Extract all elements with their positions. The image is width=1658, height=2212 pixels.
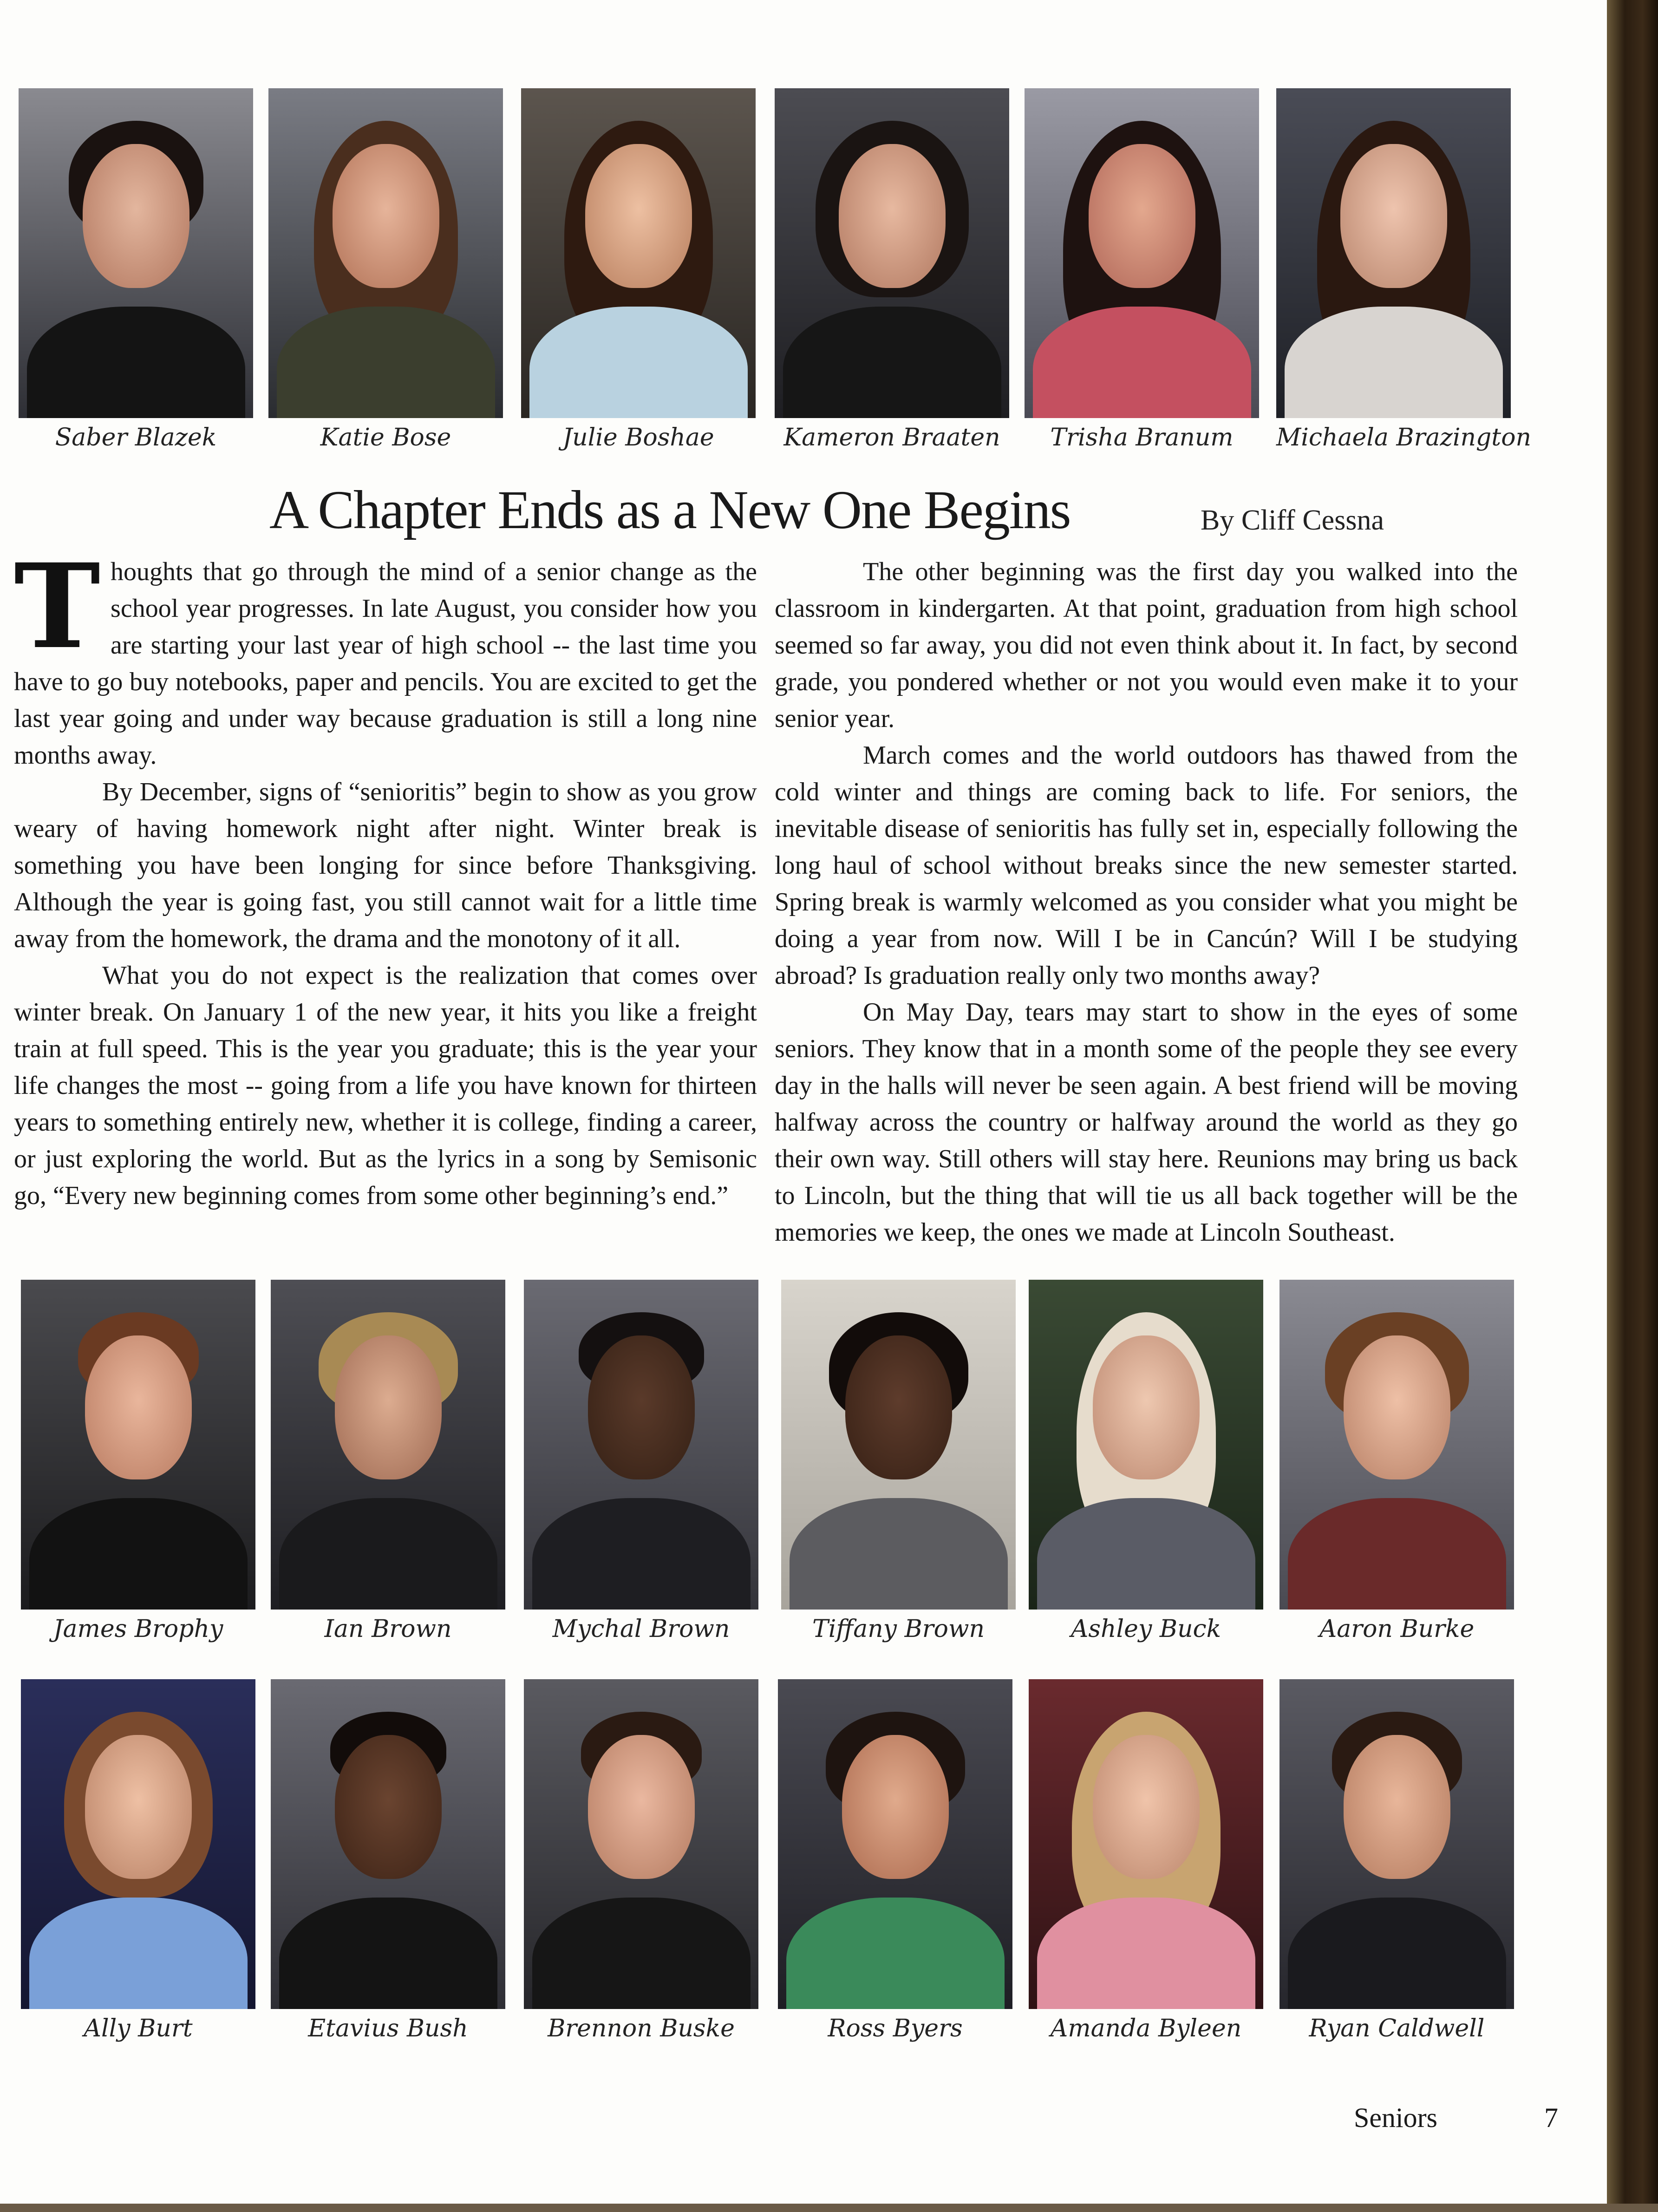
- portrait-name: Amanda Byleen: [1050, 2015, 1242, 2042]
- portrait-row-top: [0, 88, 1607, 460]
- portrait-name: Ally Burt: [84, 2015, 193, 2042]
- portrait-name: Ryan Caldwell: [1309, 2015, 1485, 2042]
- portrait-photo: [524, 1280, 758, 1610]
- footer-section-label: Seniors: [1354, 2102, 1437, 2133]
- portrait-row-middle: [0, 1280, 1607, 1651]
- portrait-photo: [1029, 1679, 1263, 2009]
- page-number: 7: [1544, 2102, 1558, 2133]
- portrait-card: [524, 1679, 758, 2042]
- portrait-card: [271, 1280, 505, 1643]
- portrait-photo: [1279, 1679, 1514, 2009]
- portrait-card: [775, 88, 1009, 452]
- article-paragraph: What you do not expect is the realization that comes over winter break. On January 1 of the new year, it hits you like a freight train at full speed. This is the year you graduate; this is the year your life changes the most -- going from a life you have known for thirteen years to something entirely new, whether it is college, finding a career, or just exploring the world. But as the lyrics in a song by Semisonic go, “Every new beginning comes from some other beginning’s end.”: [14, 961, 757, 1210]
- portrait-name: Ross Byers: [828, 2015, 963, 2042]
- portrait-photo: [21, 1280, 255, 1610]
- portrait-photo: [524, 1679, 758, 2009]
- portrait-photo: [271, 1280, 505, 1610]
- portrait-card: [19, 88, 253, 452]
- portrait-name: Kameron Braaten: [783, 424, 1000, 452]
- article-paragraph: On May Day, tears may start to show in the eyes of some seniors. They know that in a month some of the people they see every day in the halls will never be seen again. A best friend will be moving halfway across the country or halfway around the world as they go their own way. Still others will stay here. Reunions may bring us back to Lincoln, but the thing that will tie us all back together will be the memories we keep, the ones we made at Lincoln Southeast.: [775, 998, 1518, 1247]
- portrait-name: Brennon Buske: [548, 2015, 735, 2042]
- portrait-card: [1029, 1679, 1263, 2042]
- portrait-name: Ashley Buck: [1071, 1615, 1221, 1643]
- portrait-name: Michaela Brazington: [1276, 424, 1531, 452]
- portrait-card: [521, 88, 756, 452]
- portrait-photo: [268, 88, 503, 418]
- article-paragraph: Thoughts that go through the mind of a senior change as the school year progresses. In late August, you consider how you are starting your last year of high school -- the last time you have to go buy notebooks, paper and pencils. You are excited to get the last year going and under way because graduation is still a long nine months away.: [14, 538, 757, 770]
- portrait-card: [21, 1280, 255, 1643]
- portrait-card: [524, 1280, 758, 1643]
- drop-cap: T: [14, 538, 101, 674]
- article-byline: By Cliff Cessna: [1201, 504, 1384, 536]
- portrait-photo: [521, 88, 756, 418]
- portrait-row-bottom: [0, 1679, 1607, 2051]
- portrait-name: Julie Boshae: [562, 424, 714, 452]
- portrait-photo: [1029, 1280, 1263, 1610]
- article-paragraph: The other beginning was the first day you walked into the classroom in kindergarten. At that point, graduation from high school seemed so far away, you did not even think about it. In fact, by second grade, you pondered whether or not you would even make it to your senior year.: [775, 557, 1518, 733]
- portrait-name: Mychal Brown: [552, 1615, 730, 1643]
- portrait-name: Aaron Burke: [1319, 1615, 1475, 1643]
- portrait-card: [781, 1280, 1016, 1643]
- portrait-photo: [778, 1679, 1012, 2009]
- portrait-name: James Brophy: [53, 1615, 223, 1643]
- portrait-card: [1279, 1280, 1514, 1643]
- portrait-photo: [775, 88, 1009, 418]
- portrait-name: Saber Blazek: [55, 424, 217, 452]
- portrait-card: [1279, 1679, 1514, 2042]
- portrait-card: [268, 88, 503, 452]
- portrait-name: Trisha Branum: [1050, 424, 1234, 452]
- portrait-photo: [1279, 1280, 1514, 1610]
- portrait-name: Etavius Bush: [308, 2015, 468, 2042]
- portrait-name: Tiffany Brown: [812, 1615, 985, 1643]
- portrait-card: [778, 1679, 1012, 2042]
- article-column-right: [775, 554, 1518, 1251]
- portrait-card: [1025, 88, 1259, 452]
- portrait-photo: [1025, 88, 1259, 418]
- portrait-card: [1029, 1280, 1263, 1643]
- article-paragraph: By December, signs of “senioritis” begin to show as you grow weary of having homework night after night. Winter break is something you have been longing for since before Thanksgiving. Although the year is going fast, you still cannot wait for a little time away from the homework, the drama and the monotony of it all.: [14, 778, 757, 953]
- portrait-photo: [271, 1679, 505, 2009]
- article-title: A Chapter Ends as a New One Begins: [269, 479, 1071, 540]
- book-binding-edge: [1607, 0, 1658, 2212]
- article-column-left: [14, 538, 757, 1214]
- portrait-photo: [19, 88, 253, 418]
- portrait-name: Ian Brown: [324, 1615, 452, 1643]
- page-bottom-edge: [0, 2204, 1658, 2212]
- portrait-name: Katie Bose: [320, 424, 451, 452]
- portrait-photo: [781, 1280, 1016, 1610]
- portrait-photo: [21, 1679, 255, 2009]
- portrait-card: [21, 1679, 255, 2042]
- article-paragraph: March comes and the world outdoors has thawed from the cold winter and things are coming back to life. For seniors, the inevitable disease of senioritis has fully set in, especially following the long haul of school without breaks since the new semester started. Spring break is warmly welcomed as you consider what you might be doing a year from now. Will I be in Cancún? Will I be studying abroad? Is graduation really only two months away?: [775, 741, 1518, 990]
- portrait-card: [1276, 88, 1531, 452]
- portrait-card: [271, 1679, 505, 2042]
- portrait-photo: [1276, 88, 1511, 418]
